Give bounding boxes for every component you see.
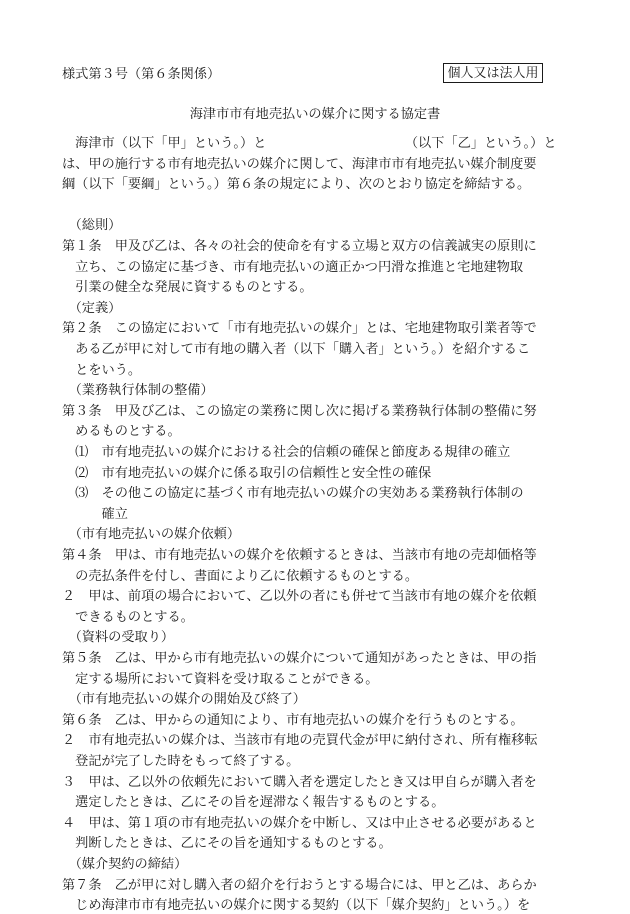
- body-line: 第４条 甲は、市有地売払いの媒介を依頼するときは、当該市有地の売却価格等: [62, 548, 537, 563]
- body-line: めるものとする。: [62, 424, 181, 440]
- body-line: 確立: [62, 506, 128, 522]
- form-number: 様式第３号（第６条関係）: [62, 67, 221, 82]
- body-line: ４ 甲は、第１項の市有地売払いの媒介を中断し、又は中止させる必要があると: [62, 815, 537, 831]
- body-line: （市有地売払いの媒介の開始及び終了）: [62, 692, 306, 708]
- applicant-type-badge: 個人又は法人用: [443, 63, 543, 83]
- body-line: 判断したときは、乙にその旨を通知するものとする。: [62, 836, 392, 852]
- body-line: ２ 甲は、前項の場合において、乙以外の者にも併せて当該市有地の媒介を依頼: [62, 589, 537, 605]
- body-line: （定義）: [62, 300, 122, 316]
- body-line: （業務執行体制の整備）: [62, 383, 214, 399]
- body-line: （資料の受取り）: [62, 630, 175, 646]
- body-line: 選定したときは、乙にその旨を遅滞なく報告するものとする。: [62, 795, 445, 811]
- body-line: 引業の健全な発展に資するものとする。: [62, 280, 313, 296]
- body-line: 第５条 乙は、甲から市有地売払いの媒介について通知があったときは、甲の指: [62, 651, 537, 666]
- body-line: （総則）: [62, 218, 122, 234]
- body-line: ⑶ その他この協定に基づく市有地売払いの媒介の実効ある業務執行体制の: [62, 486, 524, 502]
- body-line: の売払条件を付し、書面により乙に依頼するものとする。: [62, 568, 419, 584]
- body-line: （市有地売払いの媒介依頼）: [62, 527, 241, 543]
- body-line: 第３条 甲及び乙は、この協定の業務に関し次に掲げる業務執行体制の整備に努: [62, 403, 537, 419]
- body-line: は、甲の施行する市有地売払いの媒介に関して、海津市市有地売払い媒介制度要: [62, 156, 537, 172]
- body-line: 登記が完了した時をもって終了する。: [62, 754, 300, 769]
- body-line: 綱（以下「要綱」という。）第６条の規定により、次のとおり協定を締結する。: [62, 177, 531, 193]
- body-line: 第１条 甲及び乙は、各々の社会的使命を有する立場と双方の信義誠実の原則に: [62, 239, 537, 254]
- body-line: できるものとする。: [62, 609, 194, 625]
- body-line: とをいう。: [62, 362, 142, 378]
- body-line: 定する場所において資料を受け取ることができる。: [62, 671, 379, 687]
- body-line: 立ち、この協定に基づき、市有地売払いの適正かつ円滑な推進と宅地建物取: [62, 259, 524, 275]
- body-line: ある乙が甲に対して市有地の購入者（以下「購入者」という。）を紹介するこ: [62, 342, 531, 357]
- body-line: ⑴ 市有地売払いの媒介における社会的信頼の確保と節度ある規律の確立: [62, 445, 511, 460]
- body-line: ２ 市有地売払いの媒介は、当該市有地の売買代金が甲に納付され、所有権移転: [62, 733, 538, 749]
- body-line: （媒介契約の締結）: [62, 857, 188, 872]
- document-title: 海津市市有地売払いの媒介に関する協定書: [189, 107, 441, 122]
- body-line: 第６条 乙は、甲からの通知により、市有地売払いの媒介を行うものとする。: [62, 712, 524, 728]
- body-line: じめ海津市市有地売払いの媒介に関する契約（以下「媒介契約」という。）を: [62, 898, 531, 914]
- body-line: ⑵ 市有地売払いの媒介に係る取引の信頼性と安全性の確保: [62, 465, 432, 481]
- body-line: 第７条 乙が甲に対し購入者の紹介を行おうとする場合には、甲と乙は、あらか: [62, 877, 537, 893]
- body-line: 第２条 この協定において「市有地売払いの媒介」とは、宅地建物取引業者等で: [62, 321, 537, 337]
- body-line: ３ 甲は、乙以外の依頼先において購入者を選定したとき又は甲自らが購入者を: [62, 774, 537, 790]
- body-line: 海津市（以下「甲」という。）と （以下「乙」という。）と: [62, 136, 557, 151]
